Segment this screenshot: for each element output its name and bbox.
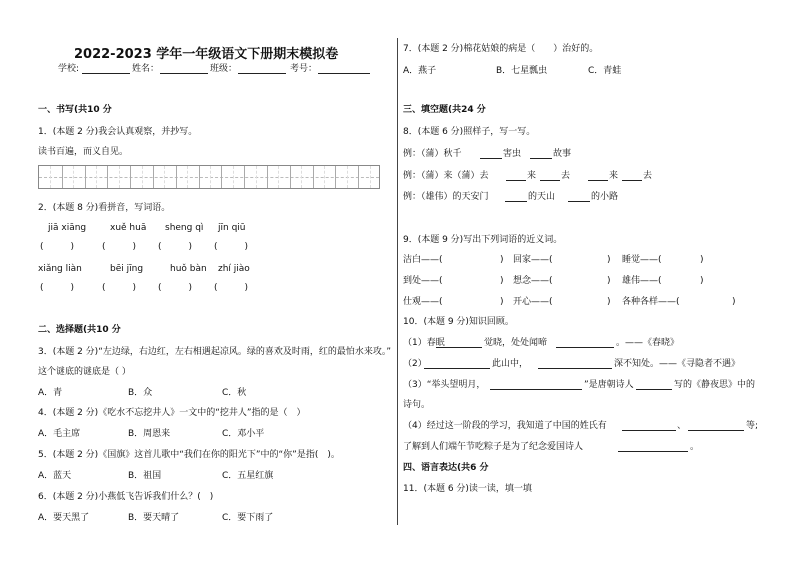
- grid-cell-midline: [370, 166, 371, 188]
- grid-cell-midline: [301, 166, 302, 188]
- section-1-heading: 一、书写(共10 分: [38, 105, 112, 115]
- school-label: 学校:: [58, 64, 80, 74]
- answer-blank[interactable]: ( ): [102, 242, 137, 252]
- q7-option-c[interactable]: C．青蛙: [588, 66, 622, 76]
- q7-option-b[interactable]: B．七星瓢虫: [496, 66, 548, 76]
- pinyin: xuě huā: [110, 223, 147, 233]
- section-3-heading: 三、填空题(共24 分: [403, 105, 486, 115]
- q9-close[interactable]: ): [607, 255, 611, 265]
- grid-cell-midline: [278, 166, 279, 188]
- pinyin: huǒ bàn: [170, 264, 207, 274]
- q2-prompt: 2．(本题 8 分)看拼音，写词语。: [38, 203, 171, 213]
- q8-blank[interactable]: [530, 149, 552, 159]
- q9-word: 开心——(: [513, 297, 553, 307]
- answer-blank[interactable]: ( ): [102, 283, 137, 293]
- grid-cell-line: [153, 166, 154, 188]
- q9-close[interactable]: ): [700, 255, 704, 265]
- section-2-heading: 二、选择题(共10 分: [38, 325, 121, 335]
- q10-blank[interactable]: [556, 338, 614, 348]
- q9-word: 洁白——(: [403, 255, 443, 265]
- grid-cell-line: [130, 166, 131, 188]
- q9-word: 回家——(: [513, 255, 553, 265]
- q10-4-text: 。: [690, 442, 700, 452]
- q8-word: 去: [643, 171, 653, 181]
- q10-1-text: 。——《春晓》: [616, 338, 680, 348]
- q10-4-text: 、: [677, 421, 687, 431]
- q10-blank[interactable]: [688, 421, 744, 431]
- q3-option-a[interactable]: A．青: [38, 388, 63, 398]
- q10-1-text: （1）春眠: [403, 338, 445, 348]
- class-label: 班级：: [210, 64, 238, 74]
- q6-option-a[interactable]: A．要天黑了: [38, 513, 90, 523]
- pinyin: zhí jiào: [218, 264, 250, 274]
- page-title: 2022-2023 学年一年级语文下册期末模拟卷: [74, 47, 339, 62]
- grid-cell-line: [107, 166, 108, 188]
- q10-blank[interactable]: [538, 359, 612, 369]
- q9-word: 睡觉——(: [622, 255, 662, 265]
- q10-blank[interactable]: [436, 338, 482, 348]
- q3-option-c[interactable]: C．秋: [222, 388, 247, 398]
- answer-blank[interactable]: ( ): [214, 242, 249, 252]
- q10-3-text: 诗句。: [403, 400, 431, 410]
- pinyin: jīn qiū: [218, 223, 246, 233]
- q8-blank[interactable]: [505, 192, 527, 202]
- q10-2-text: 此山中，: [492, 359, 529, 369]
- name-blank[interactable]: [160, 64, 208, 74]
- grid-cell-midline: [210, 166, 211, 188]
- q9-close[interactable]: ): [732, 297, 736, 307]
- section-4-heading: 四、语言表达(共6 分: [403, 463, 489, 473]
- pinyin: sheng qì: [165, 223, 204, 233]
- q8-prompt: 8．(本题 6 分)照样子，写一写。: [403, 127, 536, 137]
- q9-word: 到处——(: [403, 276, 443, 286]
- q9-close[interactable]: ): [500, 255, 504, 265]
- grid-cell-line: [290, 166, 291, 188]
- q3-prompt-line1: 3．(本题 2 分)“左边绿，右边红，左右相遇起凉风。绿的喜欢及时雨，红的最怕水来攻。”: [38, 347, 392, 357]
- q10-blank[interactable]: [622, 421, 676, 431]
- q10-4-text: 了解到人们端午节吃粽子是为了纪念爱国诗人: [403, 442, 584, 452]
- q9-close[interactable]: ): [500, 297, 504, 307]
- q10-blank[interactable]: [490, 380, 582, 390]
- q10-blank[interactable]: [424, 359, 490, 369]
- q9-close[interactable]: ): [607, 276, 611, 286]
- grid-cell-midline: [73, 166, 74, 188]
- pinyin: jiā xiāng: [48, 223, 87, 233]
- answer-blank[interactable]: ( ): [158, 242, 193, 252]
- q8-example-2: 例：（蒲）来（蒲）去: [403, 171, 489, 181]
- grid-cell-midline: [256, 166, 257, 188]
- q6-prompt: 6．(本题 2 分)小燕低飞告诉我们什么？( ): [38, 492, 214, 502]
- q10-3-text: （3）“举头望明月，: [403, 380, 486, 390]
- column-divider: [397, 38, 398, 525]
- q4-option-b[interactable]: B．周恩来: [128, 429, 171, 439]
- q1-prompt: 1．(本题 2 分)我会认真观察，并抄写。: [38, 127, 198, 137]
- q9-word: 仕观——(: [403, 297, 443, 307]
- answer-blank[interactable]: ( ): [214, 283, 249, 293]
- q10-4-text: （4）经过这一阶段的学习，我知道了中国的姓氏有: [403, 421, 607, 431]
- q8-blank[interactable]: [568, 192, 590, 202]
- grid-cell-midline: [187, 166, 188, 188]
- school-blank[interactable]: [82, 64, 130, 74]
- q8-word: 害虫: [503, 149, 522, 159]
- q3-option-b[interactable]: B．众: [128, 388, 153, 398]
- q10-blank[interactable]: [618, 442, 688, 452]
- grid-cell-line: [176, 166, 177, 188]
- q9-word: 各种各样——(: [622, 297, 680, 307]
- answer-blank[interactable]: ( ): [40, 242, 75, 252]
- q4-option-c[interactable]: C．邓小平: [222, 429, 265, 439]
- q6-option-c[interactable]: C．要下雨了: [222, 513, 274, 523]
- grid-cell-line: [335, 166, 336, 188]
- grid-cell-line: [221, 166, 222, 188]
- q8-word: 故事: [553, 149, 572, 159]
- q7-option-a[interactable]: A．燕子: [403, 66, 437, 76]
- q11-prompt: 11．(本题 6 分)读一读，填一填: [403, 484, 532, 494]
- q8-blank[interactable]: [540, 171, 560, 181]
- q8-blank[interactable]: [622, 171, 642, 181]
- q8-blank[interactable]: [506, 171, 526, 181]
- q5-option-a[interactable]: A．蓝天: [38, 471, 72, 481]
- q9-close[interactable]: ): [700, 276, 704, 286]
- q10-3-text: 写的《静夜思》中的: [674, 380, 756, 390]
- q8-blank[interactable]: [480, 149, 502, 159]
- q3-prompt-line2: 这个谜底的谜底是（ ）: [38, 367, 131, 377]
- q10-3-text: ”是唐朝诗人: [584, 380, 634, 390]
- q10-2-text: 深不知处。——《寻隐者不遇》: [614, 359, 741, 369]
- q9-prompt: 9．(本题 9 分)写出下列词语的近义词。: [403, 235, 563, 245]
- q8-example-3: 例：（雄伟）的天安门: [403, 192, 489, 202]
- q8-word: 来: [609, 171, 619, 181]
- grid-cell-midline: [347, 166, 348, 188]
- q8-word: 来: [527, 171, 537, 181]
- grid-cell-midline: [164, 166, 165, 188]
- grid-cell-midline: [142, 166, 143, 188]
- q5-prompt: 5．(本题 2 分)《国旗》这首儿歌中“我们在你的阳光下”中的“你”是指( )。: [38, 450, 340, 460]
- q8-blank[interactable]: [588, 171, 608, 181]
- pinyin: xiǎng liàn: [38, 264, 82, 274]
- q5-option-c[interactable]: C．五星红旗: [222, 471, 274, 481]
- exam-no-label: 考号：: [290, 64, 318, 74]
- q6-option-b[interactable]: B．要天晴了: [128, 513, 180, 523]
- q4-prompt: 4．(本题 2 分)《吃水不忘挖井人》一文中的“挖井人”指的是（ ）: [38, 408, 306, 418]
- grid-cell-line: [199, 166, 200, 188]
- grid-cell-line: [358, 166, 359, 188]
- q8-word: 的小路: [591, 192, 619, 202]
- writing-grid[interactable]: [38, 165, 380, 189]
- q1-text: 读书百遍，而义自见。: [38, 147, 129, 157]
- grid-cell-line: [62, 166, 63, 188]
- q10-blank[interactable]: [636, 380, 672, 390]
- q9-close[interactable]: ): [607, 297, 611, 307]
- q9-word: 雄伟——(: [622, 276, 662, 286]
- q10-1-text: 觉晓，处处闻啼: [484, 338, 548, 348]
- q9-word: 想念——(: [513, 276, 553, 286]
- q4-option-a[interactable]: A．毛主席: [38, 429, 81, 439]
- name-label: 姓名：: [132, 64, 160, 74]
- pinyin: bēi jīng: [110, 264, 144, 274]
- grid-cell-line: [244, 166, 245, 188]
- grid-cell-midline: [119, 166, 120, 188]
- grid-cell-line: [85, 166, 86, 188]
- class-blank[interactable]: [238, 64, 286, 74]
- q9-close[interactable]: ): [500, 276, 504, 286]
- q7-prompt: 7．(本题 2 分)棉花姑娘的病是（ ）治好的。: [403, 44, 599, 54]
- q10-prompt: 10．(本题 9 分)知识回顾。: [403, 317, 514, 327]
- q10-4-text: 等;: [746, 421, 759, 431]
- q8-word: 去: [561, 171, 571, 181]
- q8-word: 的天山: [528, 192, 556, 202]
- q10-2-text: （2）: [403, 359, 427, 369]
- grid-cell-line: [313, 166, 314, 188]
- answer-blank[interactable]: ( ): [40, 283, 75, 293]
- grid-cell-midline: [50, 166, 51, 188]
- q8-example-1: 例：（蒲）秋千: [403, 149, 462, 159]
- grid-midline: [39, 177, 379, 178]
- grid-cell-line: [267, 166, 268, 188]
- answer-blank[interactable]: ( ): [158, 283, 193, 293]
- q5-option-b[interactable]: B．祖国: [128, 471, 162, 481]
- grid-cell-midline: [96, 166, 97, 188]
- exam-no-blank[interactable]: [318, 64, 370, 74]
- grid-cell-midline: [233, 166, 234, 188]
- grid-cell-midline: [324, 166, 325, 188]
